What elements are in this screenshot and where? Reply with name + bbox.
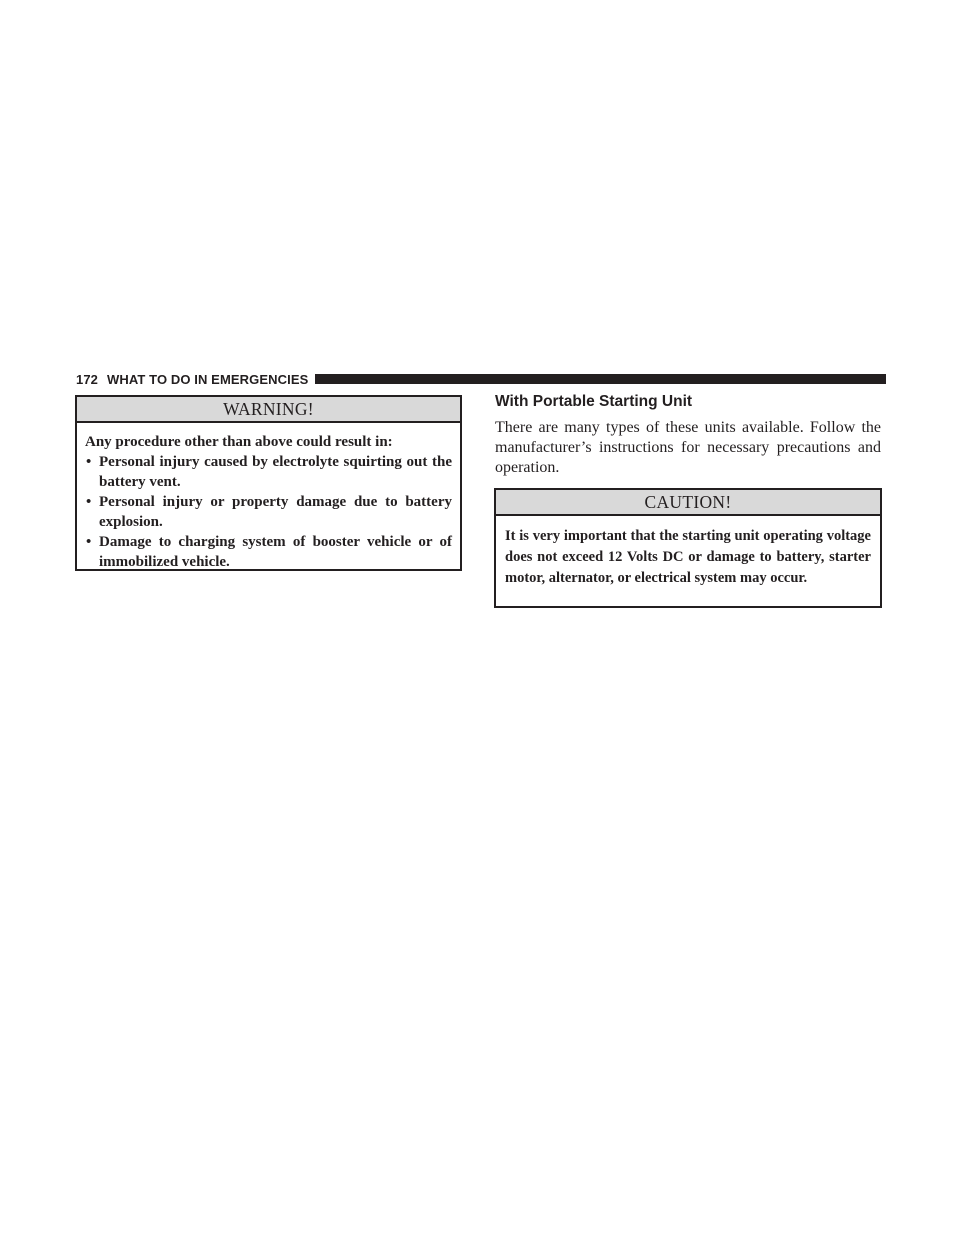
bullet-icon: • — [86, 534, 92, 550]
page-header — [76, 369, 886, 389]
caution-title: CAUTION! — [496, 490, 880, 516]
warning-item — [85, 492, 452, 532]
caution-box — [494, 488, 882, 608]
warning-item-text: Damage to charging system of booster vehicle or of immobilized vehicle. — [99, 534, 452, 570]
warning-title: WARNING! — [77, 397, 460, 423]
warning-item-text: Personal injury or property damage due to battery explosion. — [99, 494, 452, 530]
portable-starting-paragraph: There are many types of these units available. Follow the manufacturer’s instructions for necessary precautions and operation. — [495, 419, 881, 476]
warning-list — [85, 452, 452, 572]
warning-item — [85, 532, 452, 572]
warning-box — [75, 395, 462, 571]
warning-body — [77, 423, 460, 572]
warning-intro: Any procedure other than above could result in: — [85, 434, 393, 450]
bullet-icon: • — [86, 454, 92, 470]
warning-item — [85, 452, 452, 492]
portable-starting-heading: With Portable Starting Unit — [495, 393, 693, 410]
bullet-icon: • — [86, 494, 92, 510]
header-rule — [315, 374, 886, 384]
caution-text: It is very important that the starting unit operating voltage does not exceed 12 Volts DC or damage to battery, starter motor, alternator, or electrical system may occur. — [505, 528, 871, 586]
warning-item-text: Personal injury caused by electrolyte squirting out the battery vent. — [99, 454, 452, 490]
section-title: WHAT TO DO IN EMERGENCIES — [107, 371, 309, 387]
page-number: 172 — [76, 371, 98, 387]
